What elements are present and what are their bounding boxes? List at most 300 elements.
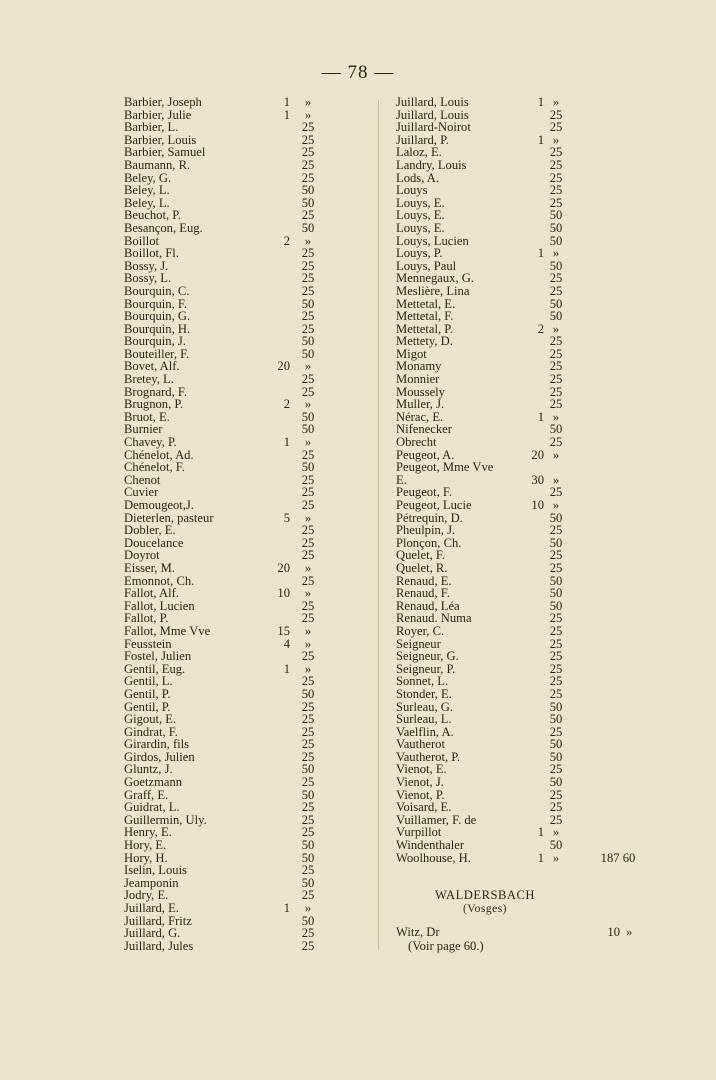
donor-name: Quelet, R. (396, 560, 448, 575)
list-item (124, 159, 364, 172)
donation-centimes: 50 (549, 838, 563, 853)
donor-name: Surleau, L. (396, 712, 452, 727)
donation-centimes: » (304, 107, 312, 122)
donor-name: Peugeot, F. (396, 485, 453, 500)
donor-name: Louys, Lucien (396, 233, 469, 248)
list-item (124, 940, 364, 953)
donor-name: Fallot, Alf. (124, 586, 179, 601)
donation-centimes: 25 (301, 384, 315, 399)
list-item (124, 436, 364, 449)
donor-name: Bruot, E. (124, 409, 170, 424)
donor-name: Obrecht (396, 435, 437, 450)
donation-centimes: » (552, 447, 560, 462)
donor-name: Guidrat, L. (124, 800, 180, 815)
donor-name: Hory, H. (124, 850, 168, 865)
donation-centimes: 25 (301, 208, 315, 223)
donor-name: Voisard, E. (396, 800, 452, 815)
list-item (124, 184, 364, 197)
donation-centimes: 25 (549, 359, 563, 374)
donation-centimes: 25 (301, 812, 315, 827)
donor-name: Beley, G. (124, 170, 172, 185)
entry-name: Witz, Dr (396, 925, 440, 939)
donation-centimes: 25 (301, 800, 315, 815)
list-item (396, 461, 646, 474)
entry-amount: 10 (607, 925, 620, 939)
donor-name: Hory, E. (124, 838, 167, 853)
donor-name: Nifenecker (396, 422, 452, 437)
donation-francs: 20 (277, 359, 290, 374)
entry-cents: » (626, 925, 633, 939)
donor-name: Beuchot, P. (124, 208, 182, 223)
donation-centimes: 50 (301, 334, 315, 349)
donor-name: Barbier, Louis (124, 132, 197, 147)
list-item (396, 625, 646, 638)
donation-centimes: 50 (549, 737, 563, 752)
donor-name: Bourquin, H. (124, 321, 191, 336)
donation-centimes: 50 (301, 686, 315, 701)
donation-centimes: 25 (301, 485, 315, 500)
donation-centimes: 25 (301, 535, 315, 550)
donation-centimes: 25 (301, 283, 315, 298)
donation-francs: 15 (277, 623, 290, 638)
donation-centimes: 25 (301, 157, 315, 172)
donation-centimes: 50 (301, 460, 315, 475)
donor-name: Fallot, Lucien (124, 598, 195, 613)
donation-francs: 4 (283, 636, 290, 651)
donation-francs: 5 (283, 510, 290, 525)
donor-name: Vautherot (396, 737, 445, 752)
list-item (396, 159, 646, 172)
section-title: WALDERSBACH (435, 888, 535, 902)
list-item (124, 927, 364, 940)
donor-name: Mettety, D. (396, 334, 453, 349)
list-item (124, 562, 364, 575)
donation-francs: 1 (537, 409, 544, 424)
donation-centimes: » (304, 397, 312, 412)
donor-name: Vautherot, P. (396, 749, 461, 764)
donation-francs: 10 (531, 498, 544, 512)
donor-name: Bourquin, J. (124, 334, 186, 349)
list-item (396, 688, 646, 701)
donation-centimes: 25 (301, 712, 315, 727)
donor-name: Seigneur, G. (396, 649, 459, 664)
donor-name: Beley, L. (124, 195, 170, 210)
list-item (124, 499, 364, 512)
donor-name: Iselin, Louis (124, 863, 187, 878)
list-item (124, 864, 364, 877)
donation-centimes: » (304, 510, 312, 525)
donation-centimes: 50 (301, 346, 315, 361)
donor-name: Pétrequin, D. (396, 510, 463, 525)
donation-francs: 1 (537, 825, 544, 840)
donation-francs: 20 (277, 560, 290, 575)
donor-name: Goetzmann (124, 775, 183, 790)
donor-name: Mettetal, E. (396, 296, 456, 311)
donation-centimes: 25 (549, 384, 563, 399)
donation-centimes: » (304, 359, 312, 374)
donation-centimes: 25 (549, 195, 563, 210)
donor-name: Gentil, P. (124, 686, 171, 701)
list-item (396, 436, 646, 449)
donor-name: Juillard-Noirot (396, 120, 471, 135)
donor-name: Louys, E. (396, 220, 445, 235)
donation-centimes: 25 (301, 737, 315, 752)
donor-name: Chénelot, Ad. (124, 447, 194, 462)
donation-centimes: 50 (549, 598, 563, 613)
donation-francs: 1 (283, 107, 290, 122)
list-item (396, 184, 646, 197)
donor-name: Moussely (396, 384, 445, 399)
donor-name: Sonnet, L. (396, 674, 449, 689)
donor-name: Jodry, E. (124, 888, 169, 903)
left-column (124, 96, 364, 952)
donation-centimes: » (304, 901, 312, 915)
donor-name: Juillard, P. (396, 132, 449, 147)
donor-name: Migot (396, 346, 427, 361)
donation-centimes: » (552, 472, 560, 487)
donation-centimes: 50 (301, 838, 315, 853)
donation-centimes: » (304, 623, 312, 638)
section-subtitle: (Vosges) (462, 903, 508, 915)
donor-name: Dieterlen, pasteur (124, 510, 214, 525)
donor-name: Woolhouse, H. (396, 850, 471, 865)
donor-name: Barbier, Joseph (124, 95, 202, 109)
donor-name: Bovet, Alf. (124, 359, 180, 374)
list-item (124, 474, 364, 487)
donor-name: Renaud. Numa (396, 611, 472, 626)
list-item (396, 96, 646, 109)
list-item (124, 650, 364, 663)
donor-name: Juillard, Louis (396, 107, 469, 122)
donor-name: Lods, A. (396, 170, 440, 185)
donation-centimes: 25 (549, 485, 563, 500)
list-item (396, 587, 646, 600)
donor-name: Juillard, Fritz (124, 913, 192, 928)
donor-name: Bossy, L. (124, 271, 172, 286)
donation-centimes: » (304, 435, 312, 450)
donor-name: Pheulpin, J. (396, 523, 456, 538)
donor-name: Brognard, F. (124, 384, 188, 399)
donation-centimes: 25 (301, 749, 315, 764)
donation-centimes: 25 (301, 120, 315, 135)
donor-name: Meslière, Lina (396, 283, 470, 298)
donation-centimes: 25 (549, 397, 563, 412)
donor-name: Girdos, Julien (124, 749, 195, 764)
donation-centimes: 50 (301, 409, 315, 424)
donor-name: Demougeot,J. (124, 498, 194, 512)
donor-name: Boillot, Fl. (124, 246, 179, 261)
donor-name: Chénelot, F. (124, 460, 185, 475)
donor-name: Vienot, P. (396, 787, 445, 802)
donation-centimes: 50 (549, 309, 563, 324)
donation-centimes: 25 (549, 611, 563, 626)
list-item (396, 839, 646, 852)
donor-name: Juillard, G. (124, 926, 181, 941)
donation-centimes: 25 (549, 346, 563, 361)
donation-francs: 10 (277, 586, 290, 601)
donor-name: Eisser, M. (124, 560, 175, 575)
donation-centimes: 25 (301, 649, 315, 664)
donation-centimes: 25 (549, 762, 563, 777)
donor-name: Vaelflin, A. (396, 724, 454, 739)
list-item (396, 222, 646, 235)
donation-centimes: 25 (549, 523, 563, 538)
donor-name: Besançon, Eug. (124, 220, 203, 235)
donation-francs: 20 (531, 447, 544, 462)
list-item (124, 524, 364, 537)
donation-centimes: 25 (549, 283, 563, 298)
list-item (124, 902, 364, 915)
donor-name: Louys, E. (396, 195, 445, 210)
donor-name: Monamy (396, 359, 442, 374)
donation-centimes: 50 (549, 775, 563, 790)
donor-name: Fallot, Mme Vve (124, 623, 211, 638)
donor-name: Graff, E. (124, 787, 169, 802)
donor-name: Seigneur (396, 636, 441, 651)
donation-centimes: » (304, 560, 312, 575)
donation-centimes: 50 (549, 258, 563, 273)
donation-centimes: » (304, 95, 312, 109)
list-item (396, 499, 646, 512)
donation-centimes: 25 (301, 598, 315, 613)
donation-centimes: 25 (549, 120, 563, 135)
donor-name: Renaud, E. (396, 573, 452, 588)
donation-centimes: 25 (301, 498, 315, 512)
donor-name: Bossy, J. (124, 258, 169, 273)
donor-name: Boillot (124, 233, 159, 248)
donation-centimes: 50 (549, 233, 563, 248)
right-column (396, 96, 646, 864)
donation-centimes: 25 (301, 271, 315, 286)
donor-name: Gentil, P. (124, 699, 171, 714)
donation-centimes: 50 (549, 586, 563, 601)
list-item (124, 335, 364, 348)
list-item (124, 222, 364, 235)
donation-centimes: 50 (549, 296, 563, 311)
donor-name: Quelet, F. (396, 548, 446, 563)
donation-centimes: 50 (549, 535, 563, 550)
donor-name: E. (396, 472, 407, 487)
column-total: 187 60 (600, 850, 636, 865)
donation-centimes: 25 (549, 661, 563, 676)
donation-centimes: » (552, 498, 560, 512)
donor-name: Cuvier (124, 485, 159, 500)
list-item (124, 285, 364, 298)
donation-centimes: 50 (301, 850, 315, 865)
donor-name: Juillard, Jules (124, 938, 194, 953)
donor-name: Chenot (124, 472, 161, 487)
donation-centimes: 25 (301, 472, 315, 487)
donor-name: Girardin, fils (124, 737, 190, 752)
donation-centimes: 25 (549, 271, 563, 286)
donation-centimes: 25 (301, 321, 315, 336)
donation-centimes: 25 (301, 145, 315, 160)
donation-francs: 1 (537, 850, 544, 865)
donation-centimes: 25 (549, 372, 563, 387)
list-item (396, 398, 646, 411)
list-item (124, 688, 364, 701)
donation-centimes: 25 (301, 309, 315, 324)
donor-name: Juillard, Louis (396, 95, 469, 109)
donor-name: Mettetal, P. (396, 321, 454, 336)
donor-name: Burnier (124, 422, 163, 437)
donation-centimes: 25 (301, 775, 315, 790)
donation-centimes: 50 (549, 208, 563, 223)
list-item (396, 801, 646, 814)
donor-name: Jeamponin (124, 875, 179, 890)
list-item (396, 562, 646, 575)
donor-name: Gentil, L. (124, 674, 173, 689)
donor-name: Baumann, R. (124, 157, 191, 172)
donor-name: Muller, J. (396, 397, 445, 412)
donation-centimes: 25 (301, 938, 315, 953)
donation-centimes: 50 (549, 422, 563, 437)
list-item (124, 625, 364, 638)
list-item (124, 713, 364, 726)
donation-centimes: 25 (301, 674, 315, 689)
donor-name: Vurpillot (396, 825, 442, 840)
list-item (396, 172, 646, 185)
donation-centimes: 50 (549, 699, 563, 714)
list-item (124, 537, 364, 550)
donor-name: Seigneur, P. (396, 661, 456, 676)
donation-centimes: 50 (549, 712, 563, 727)
donation-centimes: 25 (549, 649, 563, 664)
donor-name: Juillard, E. (124, 901, 179, 915)
donor-name: Nérac, E. (396, 409, 444, 424)
donation-centimes: 25 (549, 548, 563, 563)
donor-name: Landry, Louis (396, 157, 467, 172)
donation-centimes: 50 (549, 220, 563, 235)
donor-name: Gindrat, F. (124, 724, 178, 739)
donation-centimes: 25 (301, 611, 315, 626)
list-item (124, 247, 364, 260)
donor-name: Fallot, P. (124, 611, 169, 626)
donor-name: Peugeot, A. (396, 447, 455, 462)
donor-name: Louys, P. (396, 246, 443, 261)
list-item (396, 285, 646, 298)
donation-centimes: 25 (549, 724, 563, 739)
donor-name: Doucelance (124, 535, 184, 550)
donation-francs: 1 (283, 435, 290, 450)
donor-name: Gigout, E. (124, 712, 177, 727)
donor-name: Feusstein (124, 636, 172, 651)
donation-centimes: 50 (301, 195, 315, 210)
donor-name: Surleau, G. (396, 699, 454, 714)
donation-centimes: 25 (301, 246, 315, 261)
donation-centimes: 50 (549, 573, 563, 588)
donation-centimes: 25 (301, 724, 315, 739)
donor-name: Chavey, P. (124, 435, 177, 450)
donation-centimes: 50 (301, 762, 315, 777)
donor-name: Barbier, Julie (124, 107, 192, 122)
donor-name: Monnier (396, 372, 440, 387)
donation-centimes: » (304, 661, 312, 676)
donation-centimes: 50 (549, 510, 563, 525)
list-item (396, 247, 646, 260)
donation-centimes: 25 (301, 170, 315, 185)
donation-centimes: 25 (549, 636, 563, 651)
donation-centimes: » (304, 233, 312, 248)
list-item (396, 776, 646, 789)
donation-centimes: 25 (549, 334, 563, 349)
donation-centimes: 50 (301, 220, 315, 235)
donation-centimes: 25 (301, 523, 315, 538)
donation-francs: 1 (283, 901, 290, 915)
donation-francs: 2 (283, 233, 290, 248)
donor-name: Bourquin, G. (124, 309, 191, 324)
donation-centimes: » (552, 95, 560, 109)
list-item (124, 587, 364, 600)
donor-name: Bretey, L. (124, 372, 174, 387)
donation-centimes: » (552, 132, 560, 147)
donation-francs: 1 (283, 661, 290, 676)
donation-centimes: 25 (549, 145, 563, 160)
donor-name: Peugeot, Lucie (396, 498, 472, 512)
donation-francs: 1 (537, 132, 544, 147)
section-reference: (Voir page 60.) (408, 939, 484, 953)
donor-name: Gluntz, J. (124, 762, 173, 777)
donor-name: Doyrot (124, 548, 160, 563)
donor-name: Mettetal, F. (396, 309, 454, 324)
list-item (124, 310, 364, 323)
donation-centimes: 25 (301, 548, 315, 563)
donation-centimes: 25 (301, 132, 315, 147)
list-item (396, 713, 646, 726)
donation-centimes: 25 (301, 825, 315, 840)
donor-name: Barbier, Samuel (124, 145, 206, 160)
donation-centimes: 25 (549, 686, 563, 701)
donor-name: Gentil, Eug. (124, 661, 186, 676)
donor-name: Royer, C. (396, 623, 445, 638)
column-divider (378, 100, 379, 950)
donor-name: Beley, L. (124, 183, 170, 198)
list-item (396, 650, 646, 663)
donor-name: Louys (396, 183, 428, 198)
donation-centimes: 25 (549, 435, 563, 450)
list-item (396, 310, 646, 323)
list-item (124, 121, 364, 134)
donation-centimes: 50 (301, 422, 315, 437)
donation-centimes: 25 (301, 573, 315, 588)
donation-centimes: 50 (301, 183, 315, 198)
donation-centimes: » (304, 636, 312, 651)
donation-francs: 1 (283, 95, 290, 109)
donation-centimes: 25 (549, 787, 563, 802)
list-item (124, 373, 364, 386)
donor-name: Barbier, L. (124, 120, 179, 135)
donation-centimes: 25 (549, 800, 563, 815)
donor-name: Louys, Paul (396, 258, 457, 273)
donor-name: Renaud, F. (396, 586, 450, 601)
donation-francs: 2 (537, 321, 544, 336)
donation-centimes: » (304, 586, 312, 601)
donor-name: Renaud, Léa (396, 598, 460, 613)
donor-name: Vienot, E. (396, 762, 447, 777)
list-item (396, 373, 646, 386)
donation-centimes: 25 (549, 183, 563, 198)
donation-centimes: 50 (301, 875, 315, 890)
donor-name: Fostel, Julien (124, 649, 192, 664)
donation-centimes: 25 (549, 674, 563, 689)
list-item (124, 738, 364, 751)
donation-centimes: 25 (549, 623, 563, 638)
donation-centimes: 50 (301, 787, 315, 802)
donation-centimes: 25 (549, 170, 563, 185)
donor-name: Peugeot, Mme Vve (396, 460, 494, 475)
donation-centimes: » (552, 850, 560, 865)
donation-francs: 2 (283, 397, 290, 412)
